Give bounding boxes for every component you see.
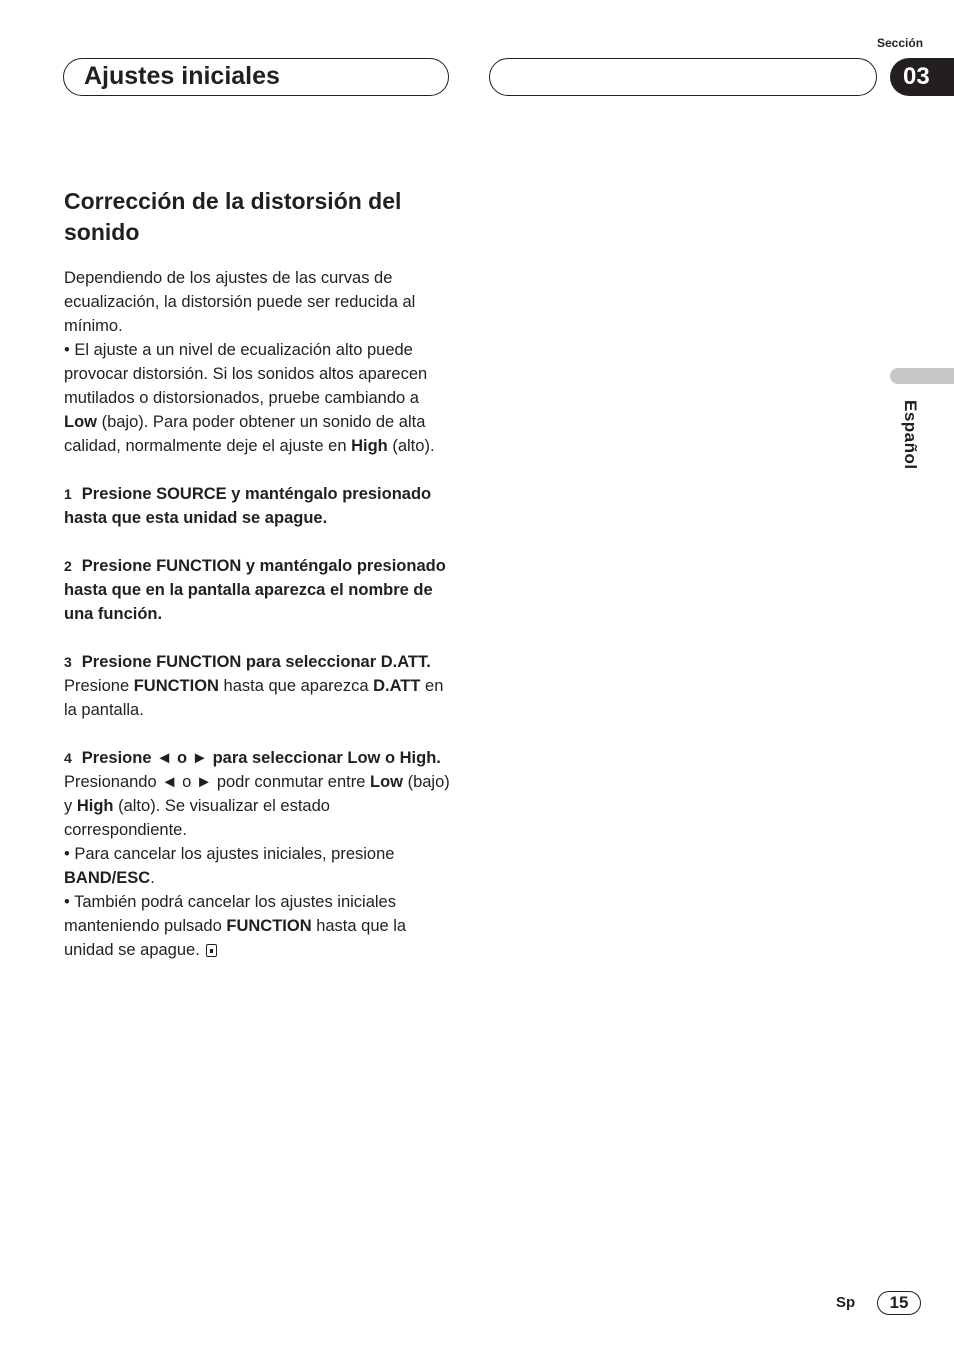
step-text: Presione SOURCE y manténgalo presionado hasta que esta unidad se apague. <box>64 485 432 527</box>
cancel-note-2 <box>64 890 456 962</box>
step-text: Presione FUNCTION y manténgalo presionado hasta que en la pantalla aparezca el nombre de una función. <box>64 557 446 623</box>
text-span: hasta que la unidad se apague. <box>64 917 407 959</box>
step-number: 2 <box>64 558 72 574</box>
section-number-tab: 03 <box>890 58 954 96</box>
button-name: FUNCTION <box>133 677 219 695</box>
section-label: Sección <box>877 36 924 50</box>
text-span: . <box>150 869 155 887</box>
text-span: hasta que aparezca <box>218 677 374 695</box>
setting-high: High <box>76 797 114 815</box>
step-text: Presione ◄ o ► para seleccionar Low o High. <box>81 749 441 767</box>
text-span: (alto). <box>387 437 435 455</box>
text-span: (bajo) y <box>64 773 450 815</box>
step-3-body <box>64 674 456 722</box>
text-span: en la pantalla. <box>64 677 444 719</box>
cancel-note-1 <box>64 842 456 890</box>
text-span: (alto). Se visualizar el estado correspondiente. <box>64 797 330 839</box>
bullet-paragraph <box>64 338 456 458</box>
text-span: (bajo). Para poder obtener un sonido de alta calidad, normalmente deje el ajuste en <box>64 413 426 455</box>
button-name: FUNCTION <box>226 917 312 935</box>
chapter-title-box <box>63 58 449 96</box>
language-tab-bar <box>890 368 954 384</box>
text-span: Presionando ◄ o ► podr conmutar entre <box>64 773 370 791</box>
step-1 <box>64 482 456 530</box>
article <box>64 186 456 962</box>
step-3 <box>64 650 456 674</box>
step-number: 3 <box>64 654 72 670</box>
display-name: D.ATT <box>373 677 421 695</box>
step-number: 1 <box>64 486 72 502</box>
setting-low: Low <box>64 413 97 431</box>
step-4-body <box>64 770 456 842</box>
setting-low: Low <box>370 773 403 791</box>
step-number: 4 <box>64 750 72 766</box>
chapter-title: Ajustes iniciales <box>84 62 280 90</box>
setting-high: High <box>351 437 388 455</box>
language-code: Sp <box>836 1294 856 1311</box>
step-4 <box>64 746 456 770</box>
step-text: Presione FUNCTION para seleccionar D.ATT. <box>81 653 431 671</box>
text-span: • También podrá cancelar los ajustes iniciales manteniendo pulsado <box>64 893 396 935</box>
article-heading: Corrección de la distorsión del sonido <box>64 188 402 245</box>
text-span: • Para cancelar los ajustes iniciales, presione <box>64 845 395 863</box>
end-of-section-icon <box>206 944 217 957</box>
text-span: • El ajuste a un nivel de ecualización alto puede provocar distorsión. Si los sonidos altos aparecen mutilados o distorsionados, pruebe cambiando a <box>64 341 428 407</box>
header-right-box <box>489 58 877 96</box>
step-2 <box>64 554 456 626</box>
page-number: 15 <box>877 1291 921 1315</box>
intro-paragraph: Dependiendo de los ajustes de las curvas de ecualización, la distorsión puede ser reducida al mínimo. <box>64 269 416 335</box>
button-name: BAND/ESC <box>64 869 151 887</box>
language-label: Español <box>901 400 920 470</box>
text-span: Presione <box>64 677 134 695</box>
